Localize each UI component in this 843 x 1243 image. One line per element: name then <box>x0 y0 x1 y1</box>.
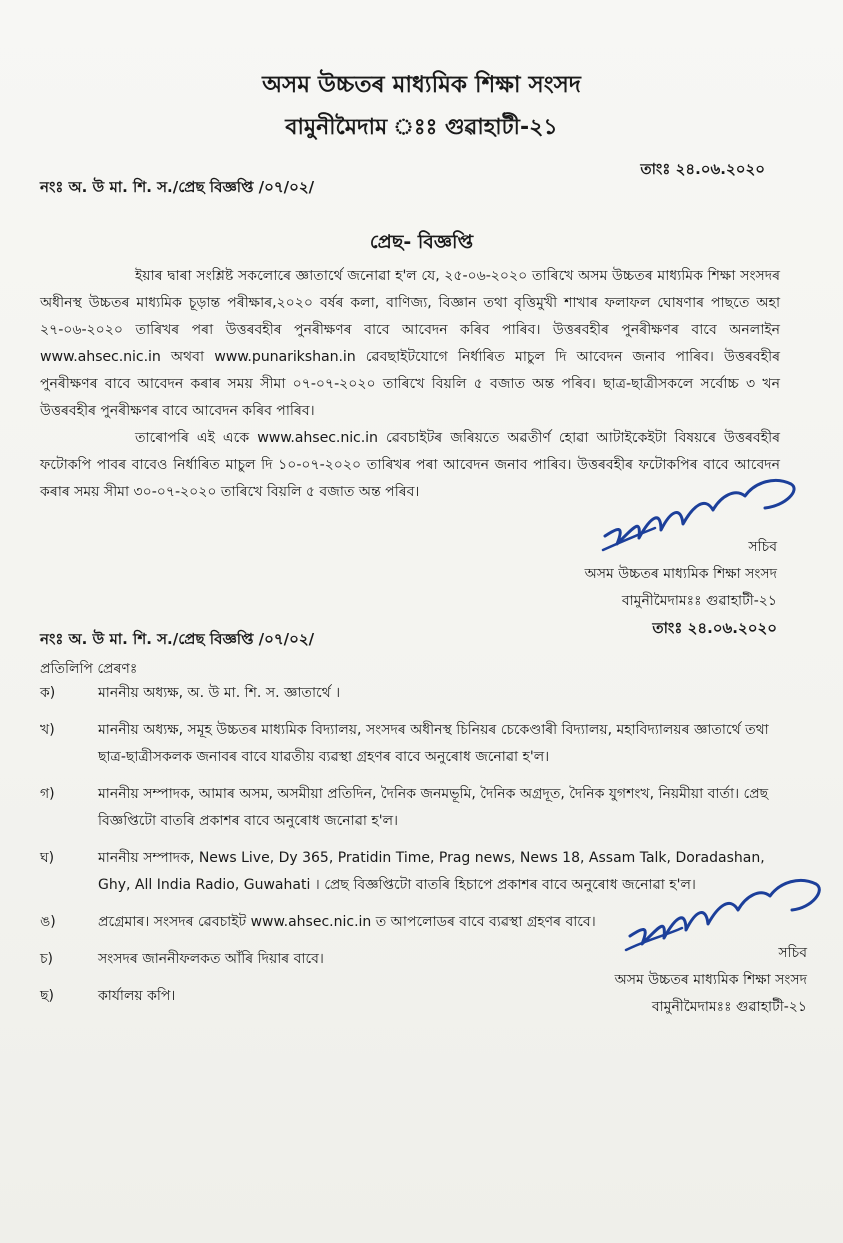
item-label: খ) <box>40 722 55 738</box>
item-text: কাৰ্যালয় কপি। <box>98 988 176 1004</box>
list-item <box>40 781 800 835</box>
signatory-date: তাংঃ ২৪.০৬.২০২০ <box>652 619 777 637</box>
item-text: মাননীয় অধ্যক্ষ, সমূহ উচ্চতৰ মাধ্যমিক বিদ্যালয়, সংসদৰ অধীনস্থ চিনিয়ৰ চেকেণ্ডাৰী বিদ্যালয়, মহাবিদ্যালয়ৰ জ্ঞাতাৰ্থে তথা ছাত্ৰ-ছাত্ৰীসকলক জনাবৰ বাবে যাৱতীয় ব্যৱস্থা গ্ৰহণৰ বাবে অনুৰোধ জনোৱা হ'ল। <box>98 722 769 765</box>
item-text: প্ৰগ্ৰেমাৰ। সংসদৰ ৱেবচাইট www.ahsec.nic.in ত আপলোডৰ বাবে ব্যৱস্থা গ্ৰহণৰ বাবে। <box>98 914 596 930</box>
item-text: মাননীয় সম্পাদক, আমাৰ অসম, অসমীয়া প্ৰতিদিন, দৈনিক জনমভূমি, দৈনিক অগ্ৰদূত, দৈনিক যুগশংখ, নিয়মীয়া বাৰ্তা। প্ৰেছ বিজ্ঞপ্তিটো বাতৰি প্ৰকাশৰ বাবে অনুৰোধ জনোৱা হ'ল। <box>98 786 769 829</box>
letterhead-org: অসম উচ্চতৰ মাধ্যমিক শিক্ষা সংসদ <box>262 72 581 98</box>
signatory-address: বামুনীমৈদামঃঃ গুৱাহাটী-২১ <box>651 999 807 1015</box>
item-text: সংসদৰ জাননীফলকত আঁৰি দিয়াৰ বাবে। <box>98 951 324 967</box>
paragraph-1: ইয়াৰ দ্বাৰা সংশ্লিষ্ট সকলোৰে জ্ঞাতাৰ্থে জনোৱা হ'ল যে, ২৫-০৬-২০২০ তাৰিখে অসম উচ্চতৰ মাধ্যমিক শিক্ষা সংসদৰ অধীনস্থ উচ্চতৰ মাধ্যমিক চূড়ান্ত পৰীক্ষাৰ,২০২০ বৰ্ষৰ কলা, বাণিজ্য, বিজ্ঞান তথা বৃত্তিমুখী শাখাৰ ফলাফল ঘোষণাৰ পাছতে অহা ২৭-০৬-২০২০ তাৰিখৰ পৰা উত্তৰবহীৰ পুনৰীক্ষণৰ বাবে আবেদন কৰিব পাৰিব। উত্তৰবহীৰ পুনৰীক্ষণৰ বাবে অনলাইন www.ahsec.nic.in অথবা www.punarikshan.in ৱেবছাইটযোগে নিৰ্ধাৰিত মাচুল দি আবেদন জনাব পাৰিব। উত্তৰবহীৰ পুনৰীক্ষণৰ বাবে আবেদন কৰাৰ সময় সীমা ০৭-০৭-২০২০ তাৰিখে বিয়লি ৫ বজাত অন্ত পৰিব। ছাত্ৰ-ছাত্ৰীসকলে সৰ্বোচ্চ ৩ খন উত্তৰবহীৰ পুনৰীক্ষণৰ বাবে আবেদন কৰিব পাৰিব। <box>40 268 780 419</box>
item-label: গ) <box>40 786 55 802</box>
signatory-org: অসম উচ্চতৰ মাধ্যমিক শিক্ষা সংসদ <box>614 972 807 988</box>
item-label: ঙ) <box>40 914 56 930</box>
list-item <box>40 680 800 707</box>
signature-block-2 <box>615 940 807 1021</box>
signatory-designation: সচিব <box>778 945 807 961</box>
signatory-org: অসম উচ্চতৰ মাধ্যমিক শিক্ষা সংসদ <box>584 566 777 582</box>
copy-heading: প্ৰতিলিপি প্ৰেৰণঃ <box>40 661 138 677</box>
item-label: ছ) <box>40 988 54 1004</box>
document-date: তাংঃ ২৪.০৬.২০২০ <box>640 160 765 178</box>
copy-reference-number: নংঃ অ. উ মা. শি. স./প্ৰেছ বিজ্ঞপ্তি /০৭/০২/ <box>40 630 315 648</box>
item-label: চ) <box>40 951 54 967</box>
item-text: মাননীয় সম্পাদক, News Live, Dy 365, Pratidin Time, Prag news, News 18, Assam Talk, Doradashan, Ghy, All India Radio, Guwahati । প্ৰেছ বিজ্ঞপ্তিটো বাতৰি হিচাপে প্ৰকাশৰ বাবে অনুৰোধ জনোৱা হ'ল। <box>98 850 765 893</box>
document-title: প্ৰেছ- বিজ্ঞপ্তি <box>369 231 474 253</box>
paragraph-2: তাৰোপৰি এই একে www.ahsec.nic.in ৱেবচাইটৰ জৰিয়তে অৱতীৰ্ণ হোৱা আটাইকেইটা বিষয়ৰে উত্তৰবহীৰ ফটোকপি পাবৰ বাবেও নিৰ্ধাৰিত মাচুল দি ১০-০৭-২০২০ তাৰিখৰ পৰা আবেদন জনাব পাৰিব। উত্তৰবহীৰ ফটোকপিৰ বাবে আবেদন কৰাৰ সময় সীমা ৩০-০৭-২০২০ তাৰিখে বিয়লি ৫ বজাত অন্ত পৰিব। <box>40 430 780 500</box>
item-label: ঘ) <box>40 850 55 866</box>
signature-block-1 <box>585 534 777 642</box>
item-text: মাননীয় অধ্যক্ষ, অ. উ মা. শি. স. জ্ঞাতাৰ্থে । <box>98 685 341 701</box>
item-label: ক) <box>40 685 56 701</box>
list-item <box>40 717 800 771</box>
signatory-designation: সচিব <box>748 539 777 555</box>
signatory-address: বামুনীমৈদামঃঃ গুৱাহাটী-২১ <box>621 593 777 609</box>
reference-number: নংঃ অ. উ মা. শি. স./প্ৰেছ বিজ্ঞপ্তি /০৭/০২/ <box>40 178 315 196</box>
letterhead-address: বামুনীমৈদাম ঃঃ গুৱাহাটী-২১ <box>285 115 558 140</box>
